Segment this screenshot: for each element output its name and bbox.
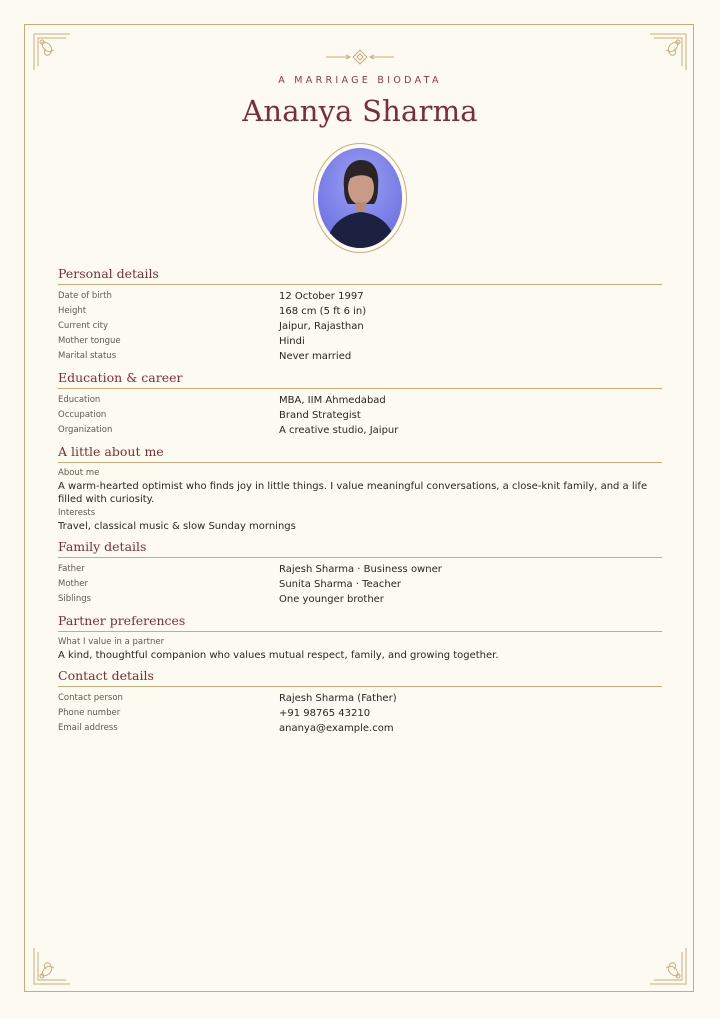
detail-row xyxy=(58,577,662,592)
partner-preferences-section xyxy=(58,613,662,662)
detail-row xyxy=(58,592,662,607)
detail-row xyxy=(58,304,662,319)
detail-value: Sunita Sharma · Teacher xyxy=(279,579,401,590)
detail-label: Date of birth xyxy=(58,291,112,301)
about-label: About me xyxy=(58,468,100,478)
floral-corner-icon xyxy=(32,946,72,986)
about-text: A warm-hearted optimist who finds joy in little things. I value meaningful conversations, a close-knit family, and a life filled with curiosity. xyxy=(58,481,648,505)
detail-label: Mother tongue xyxy=(58,336,121,346)
detail-label: Phone number xyxy=(58,708,121,718)
document-kicker: A MARRIAGE BIODATA xyxy=(278,75,442,86)
detail-row xyxy=(58,562,662,577)
detail-row xyxy=(58,408,662,423)
interests-label: Interests xyxy=(58,508,96,518)
detail-value: MBA, IIM Ahmedabad xyxy=(279,395,386,406)
phone-number: +91 98765 43210 xyxy=(279,708,371,719)
detail-value: Rajesh Sharma · Business owner xyxy=(279,564,442,575)
detail-value: A creative studio, Jaipur xyxy=(279,425,399,436)
detail-row xyxy=(58,393,662,408)
about-section xyxy=(58,444,662,533)
family-details-section xyxy=(58,539,662,607)
education-career-section xyxy=(58,370,662,438)
detail-label: Occupation xyxy=(58,410,107,420)
detail-row xyxy=(58,691,662,706)
section-title: Personal details xyxy=(58,266,662,285)
floral-corner-icon xyxy=(648,946,688,986)
section-title: Partner preferences xyxy=(58,613,662,632)
detail-row xyxy=(58,721,662,736)
detail-value: Jaipur, Rajasthan xyxy=(279,321,364,332)
detail-value: One younger brother xyxy=(279,594,384,605)
detail-row xyxy=(58,423,662,438)
detail-value: Brand Strategist xyxy=(279,410,361,421)
detail-label: Siblings xyxy=(58,594,92,604)
partner-label: What I value in a partner xyxy=(58,637,165,647)
detail-label: Mother xyxy=(58,579,88,589)
floral-corner-icon xyxy=(648,32,688,72)
detail-label: Father xyxy=(58,564,85,574)
person-name: Ananya Sharma xyxy=(242,94,478,128)
detail-row xyxy=(58,319,662,334)
detail-row xyxy=(58,289,662,304)
detail-label: Height xyxy=(58,306,87,316)
section-title: Family details xyxy=(58,539,662,558)
detail-value: Hindi xyxy=(279,336,305,347)
profile-photo xyxy=(318,148,402,248)
interests-text: Travel, classical music & slow Sunday mornings xyxy=(58,521,296,532)
detail-label: Email address xyxy=(58,723,118,733)
detail-value: 168 cm (5 ft 6 in) xyxy=(279,306,367,317)
detail-row xyxy=(58,706,662,721)
detail-row xyxy=(58,349,662,364)
detail-label: Marital status xyxy=(58,351,117,361)
detail-label: Education xyxy=(58,395,101,405)
detail-label: Organization xyxy=(58,425,113,435)
email-address: ananya@example.com xyxy=(279,723,394,734)
floral-corner-icon xyxy=(32,32,72,72)
diamond-ornament-icon xyxy=(326,49,394,65)
detail-label: Contact person xyxy=(58,693,123,703)
section-title: Contact details xyxy=(58,668,662,687)
contact-details-section xyxy=(58,668,662,736)
detail-label: Current city xyxy=(58,321,109,331)
personal-details-section xyxy=(58,266,662,364)
detail-value: Rajesh Sharma (Father) xyxy=(279,693,397,704)
detail-value: 12 October 1997 xyxy=(279,291,364,302)
section-title: A little about me xyxy=(58,444,662,463)
partner-text: A kind, thoughtful companion who values mutual respect, family, and growing together. xyxy=(58,650,499,661)
detail-row xyxy=(58,334,662,349)
section-title: Education & career xyxy=(58,370,662,389)
detail-value: Never married xyxy=(279,351,352,362)
